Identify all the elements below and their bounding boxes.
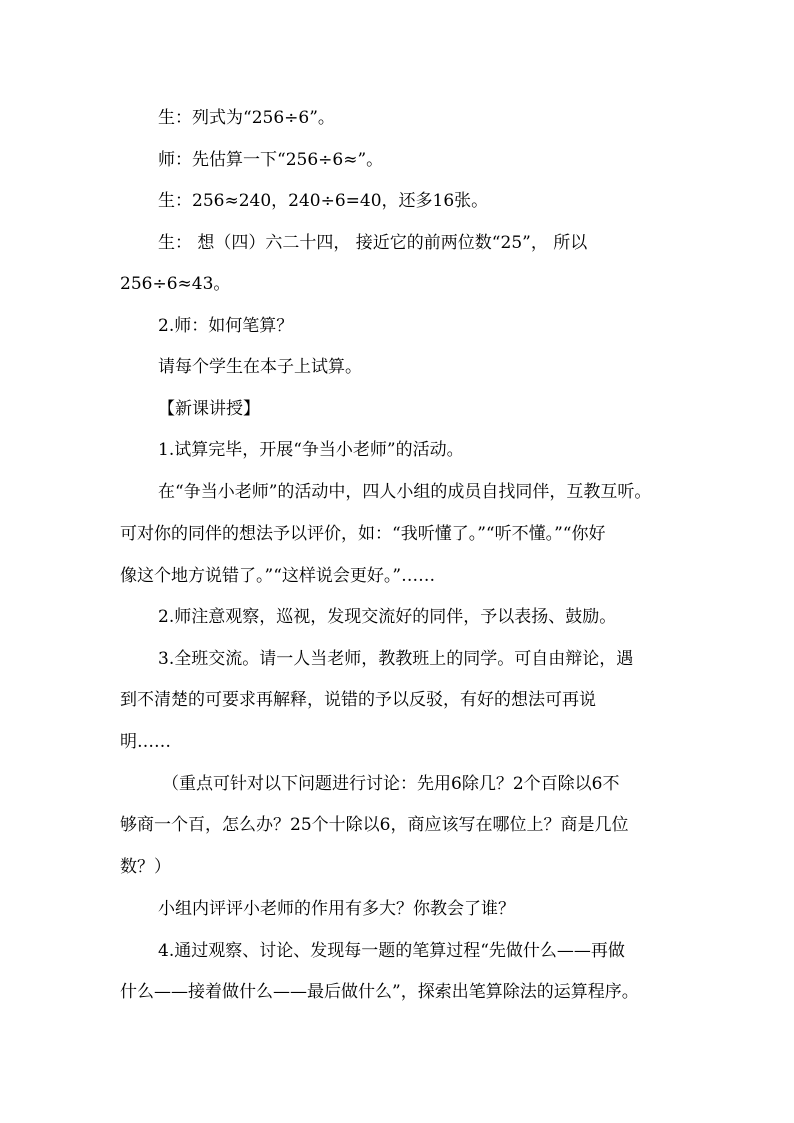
- text-line: 明……: [120, 732, 171, 752]
- text-line: 2.师：如何笔算？: [158, 316, 294, 336]
- text-line: （重点可针对以下问题进行讨论：先用6除几？2个百除以6不: [162, 774, 620, 794]
- text-line: 够商一个百，怎么办？25个十除以6，商应该写在哪位上？商是几位: [120, 815, 629, 835]
- text-line: 什么——接着做什么——最后做什么”，探索出笔算除法的运算程序。: [120, 982, 639, 1002]
- text-line: 3.全班交流。请一人当老师，教教班上的同学。可自由辩论，遇: [158, 649, 634, 669]
- text-line: 像这个地方说错了。”“这样说会更好。”……: [120, 566, 436, 586]
- text-line: 生： 想（四）六二十四， 接近它的前两位数“25”， 所以: [158, 233, 588, 253]
- text-line: 可对你的同伴的想法予以评价，如：“我听懂了。”“听不懂。”“你好: [120, 524, 606, 544]
- text-line: 在“争当小老师”的活动中，四人小组的成员自找同伴，互教互听。: [158, 482, 652, 502]
- text-line: 2.师注意观察，巡视，发现交流好的同伴，予以表扬、鼓励。: [158, 607, 617, 627]
- text-line: 256÷6≈43。: [120, 274, 231, 294]
- text-line: 1.试算完毕，开展“争当小老师”的活动。: [158, 440, 464, 460]
- text-line: 数？）: [120, 857, 171, 877]
- text-line: 到不清楚的可要求再解释，说错的予以反驳，有好的想法可再说: [120, 690, 596, 710]
- text-line: 生：256≈240，240÷6=40，还多16张。: [158, 191, 489, 211]
- text-line: 4.通过观察、讨论、发现每一题的笔算过程“先做什么——再做: [158, 941, 625, 961]
- text-line: 生：列式为“256÷6”。: [158, 108, 335, 128]
- text-line: 请每个学生在本子上试算。: [158, 357, 362, 377]
- text-line: 师：先估算一下“256÷6≈”。: [158, 150, 384, 170]
- section-heading: 【新课讲授】: [158, 399, 260, 419]
- text-line: 小组内评评小老师的作用有多大？你教会了谁？: [158, 899, 515, 919]
